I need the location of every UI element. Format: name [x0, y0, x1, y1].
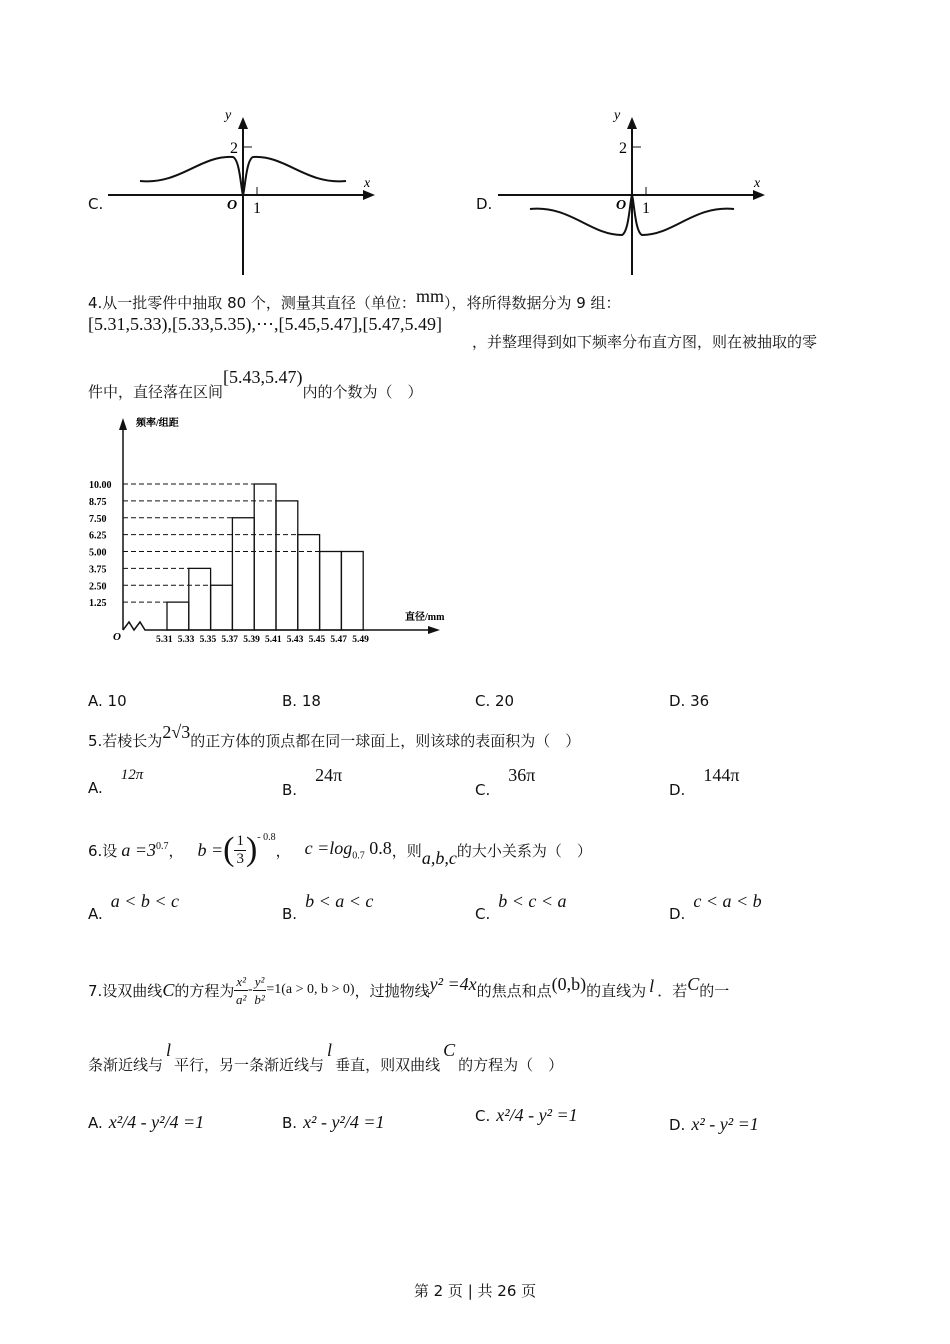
histogram-bar: [211, 585, 233, 630]
graph-option-d: [490, 105, 780, 280]
q7-option-a-equation: x²/4 - y²/4 =1: [108, 1112, 205, 1132]
y-tick-label: 5.00: [89, 547, 107, 559]
q4-option-b[interactable]: B. 18: [282, 692, 321, 710]
q5-option-b[interactable]: B.24π: [282, 765, 343, 799]
q7-option-c[interactable]: C. x²/4 - y² =1: [475, 1105, 578, 1125]
frequency-histogram: [0, 400, 460, 650]
q4-option-d[interactable]: D. 36: [669, 692, 710, 710]
x-tick-label: 5.39: [243, 635, 260, 645]
q4-line2: ，并整理得到如下频率分布直方图，则在被抽取的零: [472, 333, 818, 351]
q7-option-b-equation: x² - y²/4 =1: [303, 1112, 385, 1132]
x-axis-label: x: [754, 176, 761, 191]
x-axis-arrow: [428, 626, 440, 634]
origin-label: O: [113, 631, 121, 643]
option-d-label: D.: [476, 195, 493, 213]
q7-option-b[interactable]: B. x² - y²/4 =1: [282, 1112, 385, 1132]
tick-2: 2: [230, 140, 238, 157]
y-tick-label: 2.50: [89, 581, 107, 593]
x-tick-label: 5.43: [286, 635, 304, 645]
q7-option-a[interactable]: A. x²/4 - y²/4 =1: [88, 1112, 205, 1132]
y-tick-label: 3.75: [89, 564, 107, 576]
q4-line3: 件中，直径落在区间[5.43,5.47)内的个数为（ ）: [88, 367, 423, 401]
y-tick-label: 10.00: [89, 480, 112, 491]
q7-option-d-equation: x² - y² =1: [691, 1114, 759, 1134]
x-tick-label: 5.47: [330, 635, 348, 645]
histogram-bar: [276, 501, 298, 630]
tick-1: 1: [253, 200, 261, 217]
origin-label: O: [616, 198, 627, 213]
q4-option-a[interactable]: A. 10: [88, 692, 127, 710]
q5-option-c[interactable]: C.36π: [475, 765, 536, 799]
q5-option-a[interactable]: A.12π: [88, 767, 144, 797]
histogram-bar: [189, 568, 211, 630]
q4-line1: 4.从一批零件中抽取 80 个，测量其直径（单位：mm），将所得数据分为 9 组：: [88, 286, 621, 312]
q6-option-d[interactable]: D.c < a < b: [669, 891, 762, 923]
histogram-bar: [167, 602, 189, 630]
y-tick-label: 6.25: [89, 530, 107, 542]
y-tick-label: 8.75: [89, 496, 107, 508]
q6-option-b[interactable]: B.b < a < c: [282, 891, 374, 923]
q7-option-d[interactable]: D. x² - y² =1: [669, 1114, 759, 1134]
x-tick-label: 5.37: [221, 635, 239, 645]
y-tick-label: 1.25: [89, 598, 107, 610]
origin-label: O: [227, 198, 238, 213]
q7-line2: 条渐近线与l平行，另一条渐近线与l垂直，则双曲线C的方程为（ ）: [88, 1040, 564, 1074]
x-tick-label: 5.35: [199, 635, 217, 645]
q6-option-c[interactable]: C.b < c < a: [475, 891, 567, 923]
x-tick-label: 5.49: [352, 635, 369, 645]
x-axis-label: 直径/mm: [405, 612, 445, 623]
x-axis-label: x: [364, 176, 371, 191]
histogram-bar: [298, 535, 320, 630]
q6-option-a[interactable]: A.a < b < c: [88, 891, 180, 923]
q5-option-d[interactable]: D.144π: [669, 765, 740, 799]
graph-option-c: [100, 105, 390, 280]
x-tick-label: 5.31: [156, 635, 173, 645]
x-tick-label: 5.41: [265, 635, 282, 645]
y-axis-arrow: [119, 418, 127, 430]
y-tick-label: 7.50: [89, 513, 107, 525]
histogram-bar: [320, 552, 342, 631]
histogram-bar: [341, 552, 363, 631]
q6-stem: 6.设 $a =3^{0.7}$ ， b = ( $\frac{1}{3}$ ) $^{- 0.8}$ ， $c =\log_{0.7}$ 0.8 ，则 a,b,c 的大小关系为（ ）: [88, 831, 592, 868]
y-axis-label: 频率/组距: [136, 418, 179, 429]
y-axis-label: y: [614, 108, 621, 123]
x-tick-label: 5.45: [308, 635, 326, 645]
q7-option-c-equation: x²/4 - y² =1: [496, 1105, 578, 1125]
y-axis-label: y: [225, 108, 232, 123]
tick-1: 1: [642, 200, 650, 217]
q7-stem: 7.设双曲线 C 的方程为 $\frac{\text{x²}}{\text{a²}}$ - $\frac{\text{y²}}{\text{b²}}$ =1(a > 0, b > 0) ，过抛物线 y² =4x 的焦点和点 (0,b) 的直线为 l ．若 C 的一: [88, 973, 730, 1007]
q4-intervals: [5.31,5.33),[5.33,5.35),⋯,[5.45,5.47],[5.47,5.49]: [88, 314, 442, 334]
histogram-bar: [254, 484, 276, 630]
x-tick-label: 5.33: [177, 635, 195, 645]
option-c-label: C.: [88, 195, 104, 213]
tick-2: 2: [619, 140, 627, 157]
q5-stem: 5.若棱长为2√3的正方体的顶点都在同一球面上，则该球的表面积为（ ）: [88, 722, 581, 750]
page-footer: 第 2 页 | 共 26 页: [413, 1282, 537, 1300]
q4-option-c[interactable]: C. 20: [475, 692, 515, 710]
